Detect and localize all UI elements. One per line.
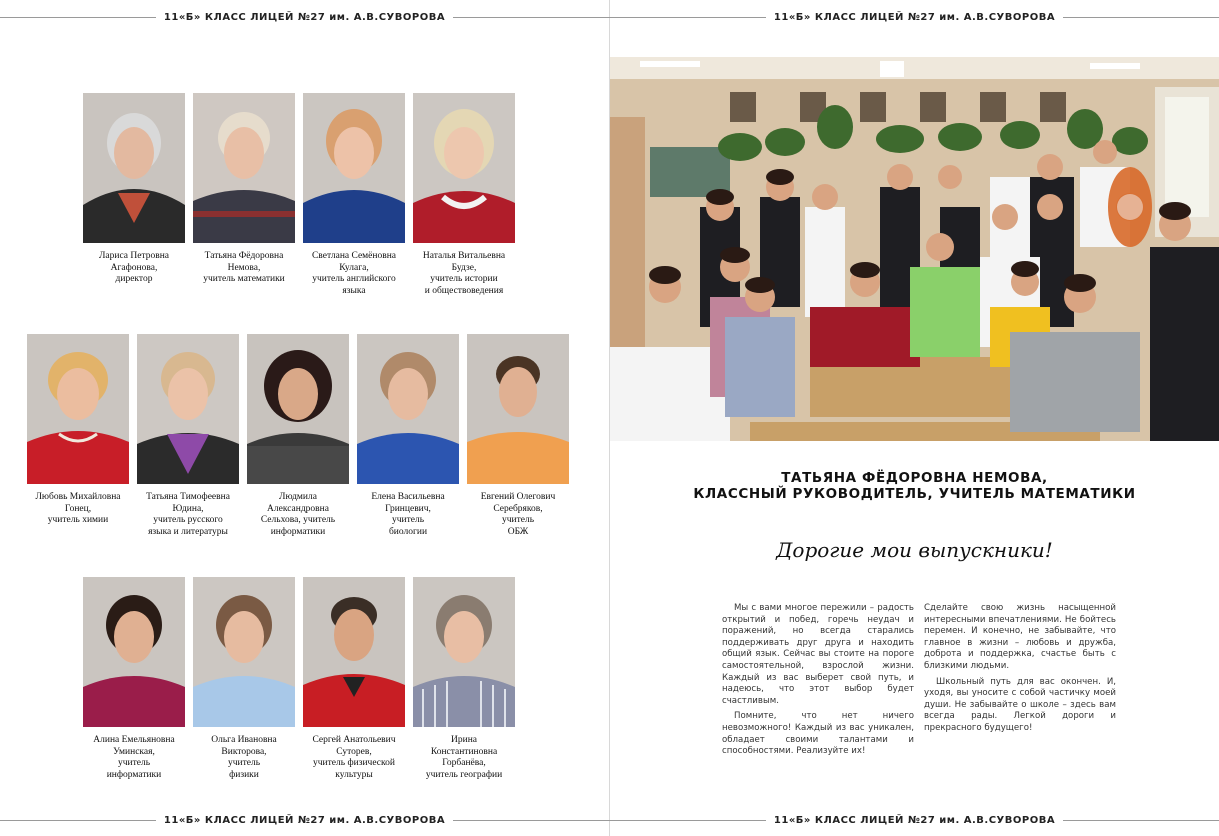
teacher-portrait bbox=[193, 577, 295, 727]
teacher-caption: Сергей Анатольевич Суторев, учитель физической культуры bbox=[312, 735, 396, 780]
paragraph: Сделайте свою жизнь насыщенной интересными впечатлениями. Не бойтесь перемен. И конечно, не забывайте, что главное в жизни – любовь и дружба, доброта и поддержка, счастье быть с близкими людьми. bbox=[924, 603, 1116, 671]
teacher-card bbox=[83, 93, 185, 286]
running-head-text: 11«Б» КЛАСС ЛИЦЕЙ №27 им. А.В.СУВОРОВА bbox=[773, 11, 1056, 23]
teacher-caption: Лариса Петровна Агафонова, директор bbox=[98, 251, 170, 284]
teacher-card bbox=[303, 577, 405, 781]
teacher-caption: Ирина Константиновна Горбанёва, учитель географии bbox=[425, 735, 503, 780]
teacher-portrait bbox=[413, 93, 515, 243]
text-column-1 bbox=[722, 603, 914, 762]
teacher-portrait bbox=[303, 93, 405, 243]
running-head-text: 11«Б» КЛАСС ЛИЦЕЙ №27 им. А.В.СУВОРОВА bbox=[773, 814, 1056, 826]
teacher-portrait bbox=[137, 334, 239, 484]
teacher-portrait bbox=[27, 334, 129, 484]
teacher-card bbox=[467, 334, 569, 538]
teacher-card bbox=[27, 334, 129, 527]
teacher-card bbox=[137, 334, 239, 538]
teacher-caption: Ольга Ивановна Викторова, учитель физики bbox=[211, 735, 277, 780]
running-head-bottom-right bbox=[610, 812, 1219, 828]
teacher-caption: Светлана Семёновна Кулага, учитель английского языка bbox=[311, 251, 397, 296]
left-page bbox=[0, 0, 609, 836]
running-head-text: 11«Б» КЛАСС ЛИЦЕЙ №27 им. А.В.СУВОРОВА bbox=[163, 11, 446, 23]
teacher-caption: Евгений Олегович Серебряков, учитель ОБЖ bbox=[480, 492, 556, 537]
teacher-card bbox=[413, 93, 515, 297]
running-head-top-left bbox=[0, 9, 609, 25]
teacher-card bbox=[303, 93, 405, 297]
paragraph: Мы с вами многое пережили – радость открытий и побед, горечь неудач и поражений, но всегда старались поддерживать друг друга и находить общий язык. Сейчас вы стоите на пороге самостоятельной, взрослой жизни. Каждый из вас выберет свой путь, и надеюсь, что этот выбор будет счастливым. bbox=[722, 603, 914, 706]
teacher-portrait bbox=[83, 577, 185, 727]
teacher-caption: Наталья Витальевна Будзе, учитель истории и обществоведения bbox=[422, 251, 506, 296]
teacher-caption: Татьяна Фёдоровна Немова, учитель математики bbox=[203, 251, 285, 284]
greeting: Дорогие мои выпускники! bbox=[776, 538, 1053, 562]
teacher-card bbox=[193, 577, 295, 781]
teacher-card bbox=[413, 577, 515, 781]
running-head-text: 11«Б» КЛАСС ЛИЦЕЙ №27 им. А.В.СУВОРОВА bbox=[163, 814, 446, 826]
paragraph: Школьный путь для вас окончен. И, уходя, вы уносите с собой частичку моей души. Не забывайте о школе – здесь вам всегда рады. Легкой дороги и прекрасного будущего! bbox=[924, 676, 1116, 733]
teacher-portrait bbox=[193, 93, 295, 243]
teacher-portrait bbox=[83, 93, 185, 243]
right-page bbox=[610, 0, 1219, 836]
teacher-portrait bbox=[247, 334, 349, 484]
paragraph: Помните, что нет ничего невозможного! Каждый из вас уникален, обладает своими талантами и способностями. Реализуйте их! bbox=[722, 711, 914, 757]
teacher-card bbox=[193, 93, 295, 286]
teacher-card bbox=[357, 334, 459, 538]
running-head-top-right bbox=[610, 9, 1219, 25]
page-heading: ТАТЬЯНА ФЁДОРОВНА НЕМОВА, КЛАССНЫЙ РУКОВОДИТЕЛЬ, УЧИТЕЛЬ МАТЕМАТИКИ bbox=[693, 470, 1136, 502]
teacher-portrait bbox=[413, 577, 515, 727]
teacher-card bbox=[247, 334, 349, 538]
teacher-caption: Любовь Михайловна Гонец, учитель химии bbox=[35, 492, 121, 525]
class-group-photo bbox=[610, 57, 1219, 441]
teacher-caption: Людмила Александровна Сельхова, учитель информатики bbox=[260, 492, 336, 537]
teacher-caption: Татьяна Тимофеевна Юдина, учитель русского языка и литературы bbox=[146, 492, 230, 537]
teacher-portrait bbox=[467, 334, 569, 484]
teacher-card bbox=[83, 577, 185, 781]
teacher-portrait bbox=[303, 577, 405, 727]
running-head-bottom-left bbox=[0, 812, 609, 828]
teacher-portrait bbox=[357, 334, 459, 484]
teacher-caption: Алина Емельяновна Уминская, учитель информатики bbox=[93, 735, 175, 780]
teacher-caption: Елена Васильевна Гринцевич, учитель биологии bbox=[371, 492, 445, 537]
text-column-2 bbox=[924, 603, 1116, 739]
